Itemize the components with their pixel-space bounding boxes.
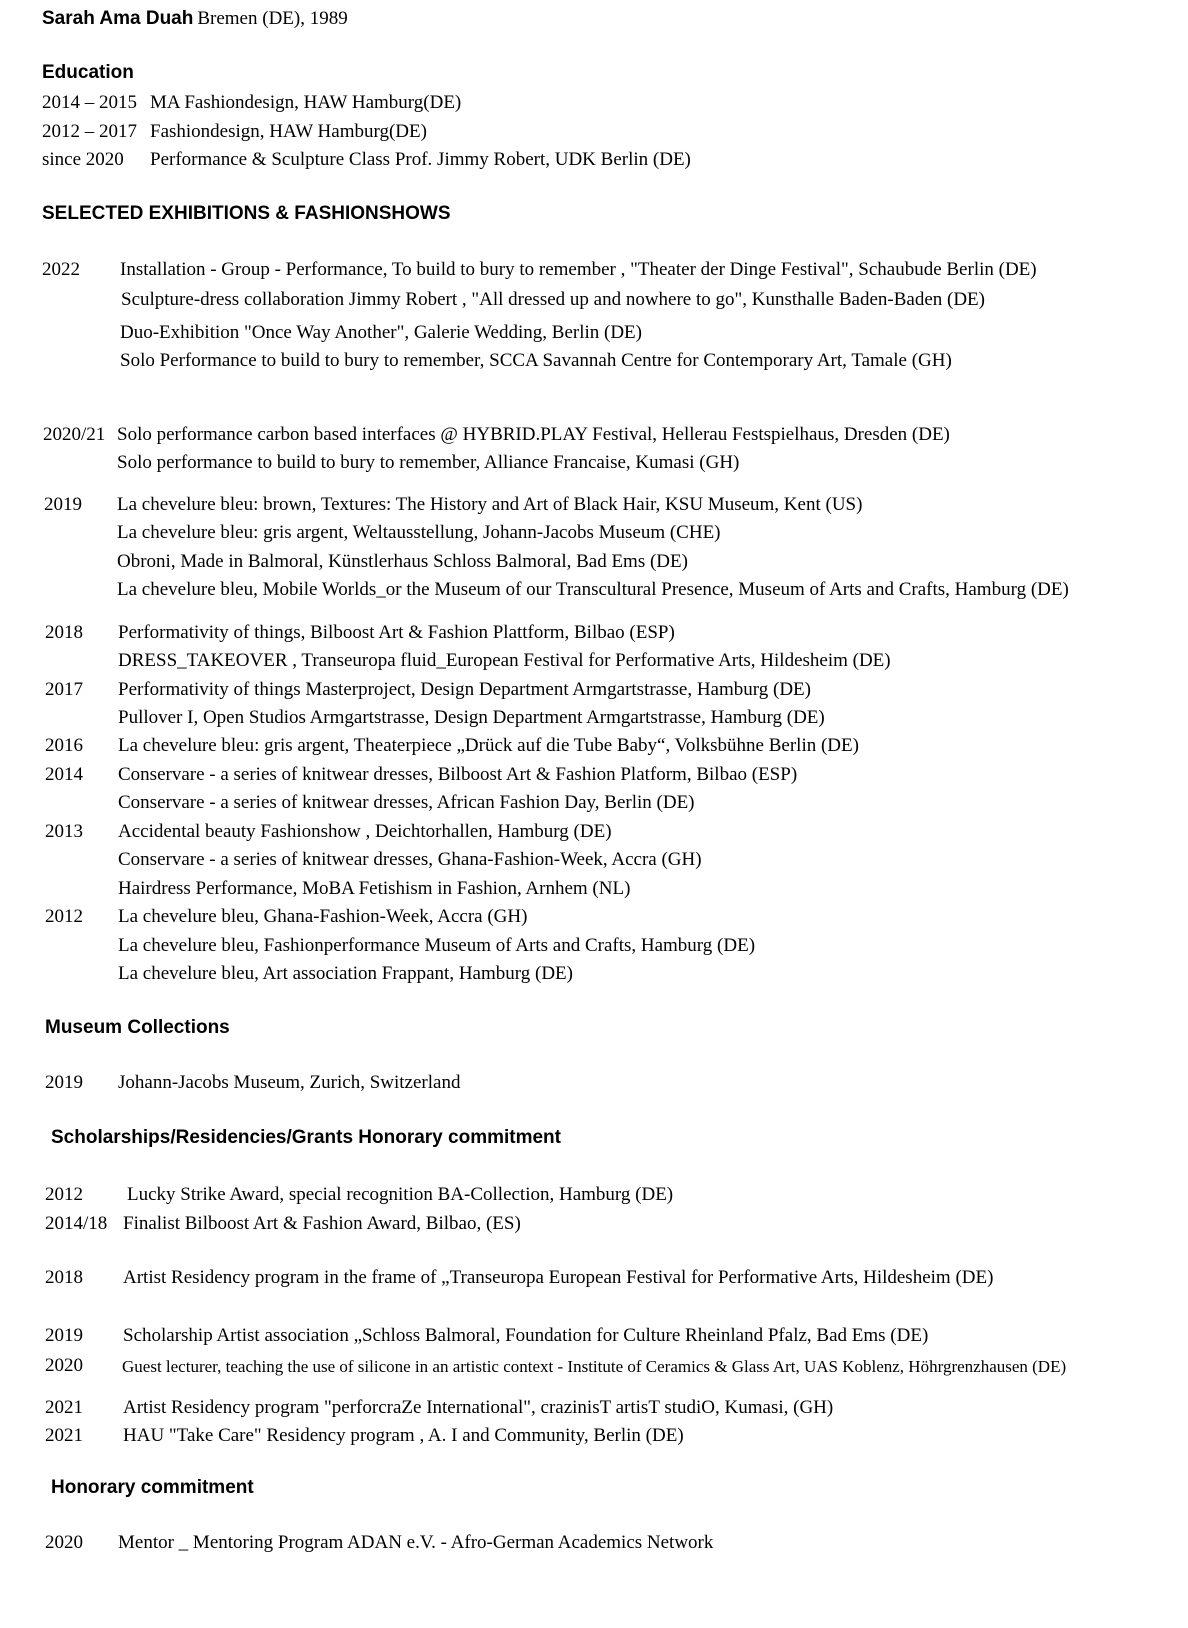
exhibition-entry: La chevelure bleu, Mobile Worlds_or the Museum of our Transcultural Presence, Museum of Arts and Crafts, Hamburg (DE)	[117, 579, 1069, 600]
exhibition-entry: La chevelure bleu: gris argent, Theaterpiece „Drück auf die Tube Baby“, Volksbühne Berlin (DE)	[118, 735, 859, 756]
exhibition-entry: Obroni, Made in Balmoral, Künstlerhaus Schloss Balmoral, Bad Ems (DE)	[117, 551, 688, 572]
exhibition-entry: Conservare - a series of knitwear dresses, African Fashion Day, Berlin (DE)	[118, 792, 695, 813]
exhibition-year: 2016	[45, 735, 83, 756]
collections-heading: Museum Collections	[45, 1017, 230, 1038]
exhibition-entry: Solo performance to build to bury to remember, Alliance Francaise, Kumasi (GH)	[117, 452, 740, 473]
exhibition-entry: Hairdress Performance, MoBA Fetishism in Fashion, Arnhem (NL)	[118, 878, 631, 899]
honorary-entry: Mentor _ Mentoring Program ADAN e.V. - Afro-German Academics Network	[118, 1532, 714, 1553]
cv-header	[42, 8, 348, 31]
exhibition-entry: Accidental beauty Fashionshow , Deichtorhallen, Hamburg (DE)	[118, 821, 612, 842]
exhibition-entry: DRESS_TAKEOVER , Transeuropa fluid_European Festival for Performative Arts, Hildesheim (DE)	[118, 650, 891, 671]
exhibition-year: 2022	[42, 259, 80, 280]
exhibition-entry: La chevelure bleu, Fashionperformance Museum of Arts and Crafts, Hamburg (DE)	[118, 935, 756, 956]
scholarship-entry: Finalist Bilboost Art & Fashion Award, Bilbao, (ES)	[123, 1213, 521, 1234]
scholarship-entry: Artist Residency program "perforcraZe International", crazinisT artisT studiO, Kumasi, (GH)	[123, 1397, 834, 1418]
scholarship-year: 2021	[45, 1397, 83, 1418]
education-year: 2014 – 2015	[42, 92, 137, 113]
exhibition-year: 2019	[44, 494, 82, 515]
scholarship-entry: Scholarship Artist association „Schloss Balmoral, Foundation for Culture Rheinland Pfalz, Bad Ems (DE)	[123, 1325, 929, 1346]
scholarship-entry: Guest lecturer, teaching the use of silicone in an artistic context - Institute of Ceramics & Glass Art, UAS Koblenz, Höhrgrenzhausen (DE)	[122, 1357, 1067, 1376]
scholarship-year: 2012	[45, 1184, 83, 1205]
exhibition-entry: La chevelure bleu: brown, Textures: The History and Art of Black Hair, KSU Museum, Kent (US)	[117, 494, 863, 515]
exhibition-year: 2014	[45, 764, 83, 785]
scholarship-entry: Artist Residency program in the frame of „Transeuropa European Festival for Performative Arts, Hildesheim (DE)	[123, 1267, 994, 1288]
exhibition-entry: Duo-Exhibition "Once Way Another", Galerie Wedding, Berlin (DE)	[120, 322, 642, 343]
person-name: Sarah Ama Duah	[42, 8, 194, 29]
exhibition-entry: Performativity of things, Bilboost Art & Fashion Plattform, Bilbao (ESP)	[118, 622, 675, 643]
scholarship-year: 2014/18	[45, 1213, 108, 1234]
education-year: since 2020	[42, 149, 124, 170]
exhibition-entry: La chevelure bleu: gris argent, Weltausstellung, Johann-Jacobs Museum (CHE)	[117, 522, 721, 543]
exhibition-entry: Performativity of things Masterproject, Design Department Armgartstrasse, Hamburg (DE)	[118, 679, 811, 700]
scholarships-heading: Scholarships/Residencies/Grants Honorary commitment	[51, 1127, 561, 1148]
exhibition-entry: La chevelure bleu, Art association Frappant, Hamburg (DE)	[118, 963, 573, 984]
scholarship-year: 2019	[45, 1325, 83, 1346]
education-year: 2012 – 2017	[42, 121, 137, 142]
exhibition-entry: Solo performance carbon based interfaces @ HYBRID.PLAY Festival, Hellerau Festspielhaus, Dresden (DE)	[117, 424, 950, 445]
education-entry: Performance & Sculpture Class Prof. Jimmy Robert, UDK Berlin (DE)	[150, 149, 691, 170]
exhibition-year: 2018	[45, 622, 83, 643]
exhibition-year: 2017	[45, 679, 83, 700]
exhibition-year: 2012	[45, 906, 83, 927]
education-heading: Education	[42, 62, 134, 83]
honorary-year: 2020	[45, 1532, 83, 1553]
exhibition-entry: La chevelure bleu, Ghana-Fashion-Week, Accra (GH)	[118, 906, 528, 927]
exhibition-year: 2013	[45, 821, 83, 842]
collection-year: 2019	[45, 1072, 83, 1093]
scholarship-year: 2018	[45, 1267, 83, 1288]
honorary-heading: Honorary commitment	[51, 1477, 254, 1498]
exhibition-entry: Pullover I, Open Studios Armgartstrasse, Design Department Armgartstrasse, Hamburg (DE)	[118, 707, 825, 728]
exhibition-year: 2020/21	[43, 424, 106, 445]
education-entry: Fashiondesign, HAW Hamburg(DE)	[150, 121, 427, 142]
exhibition-entry: Conservare - a series of knitwear dresses, Bilboost Art & Fashion Platform, Bilbao (ESP)	[118, 764, 798, 785]
collection-entry: Johann-Jacobs Museum, Zurich, Switzerland	[118, 1072, 461, 1093]
scholarship-entry: Lucky Strike Award, special recognition BA-Collection, Hamburg (DE)	[127, 1184, 674, 1205]
exhibition-entry: Solo Performance to build to bury to remember, SCCA Savannah Centre for Contemporary Art, Tamale (GH)	[120, 350, 952, 371]
person-origin: Bremen (DE), 1989	[197, 8, 348, 29]
exhibition-entry: Conservare - a series of knitwear dresses, Ghana-Fashion-Week, Accra (GH)	[118, 849, 702, 870]
education-entry: MA Fashiondesign, HAW Hamburg(DE)	[150, 92, 462, 113]
scholarship-entry: HAU "Take Care" Residency program , A. I and Community, Berlin (DE)	[123, 1425, 684, 1446]
scholarship-year: 2020	[45, 1355, 83, 1376]
exhibition-entry: Installation - Group - Performance, To build to bury to remember , "Theater der Dinge Festival", Schaubude Berlin (DE)	[120, 259, 1037, 280]
exhibition-entry: Sculpture-dress collaboration Jimmy Robert , "All dressed up and nowhere to go", Kunsthalle Baden-Baden (DE)	[121, 289, 985, 310]
scholarship-year: 2021	[45, 1425, 83, 1446]
exhibitions-heading: SELECTED EXHIBITIONS & FASHIONSHOWS	[42, 203, 451, 224]
